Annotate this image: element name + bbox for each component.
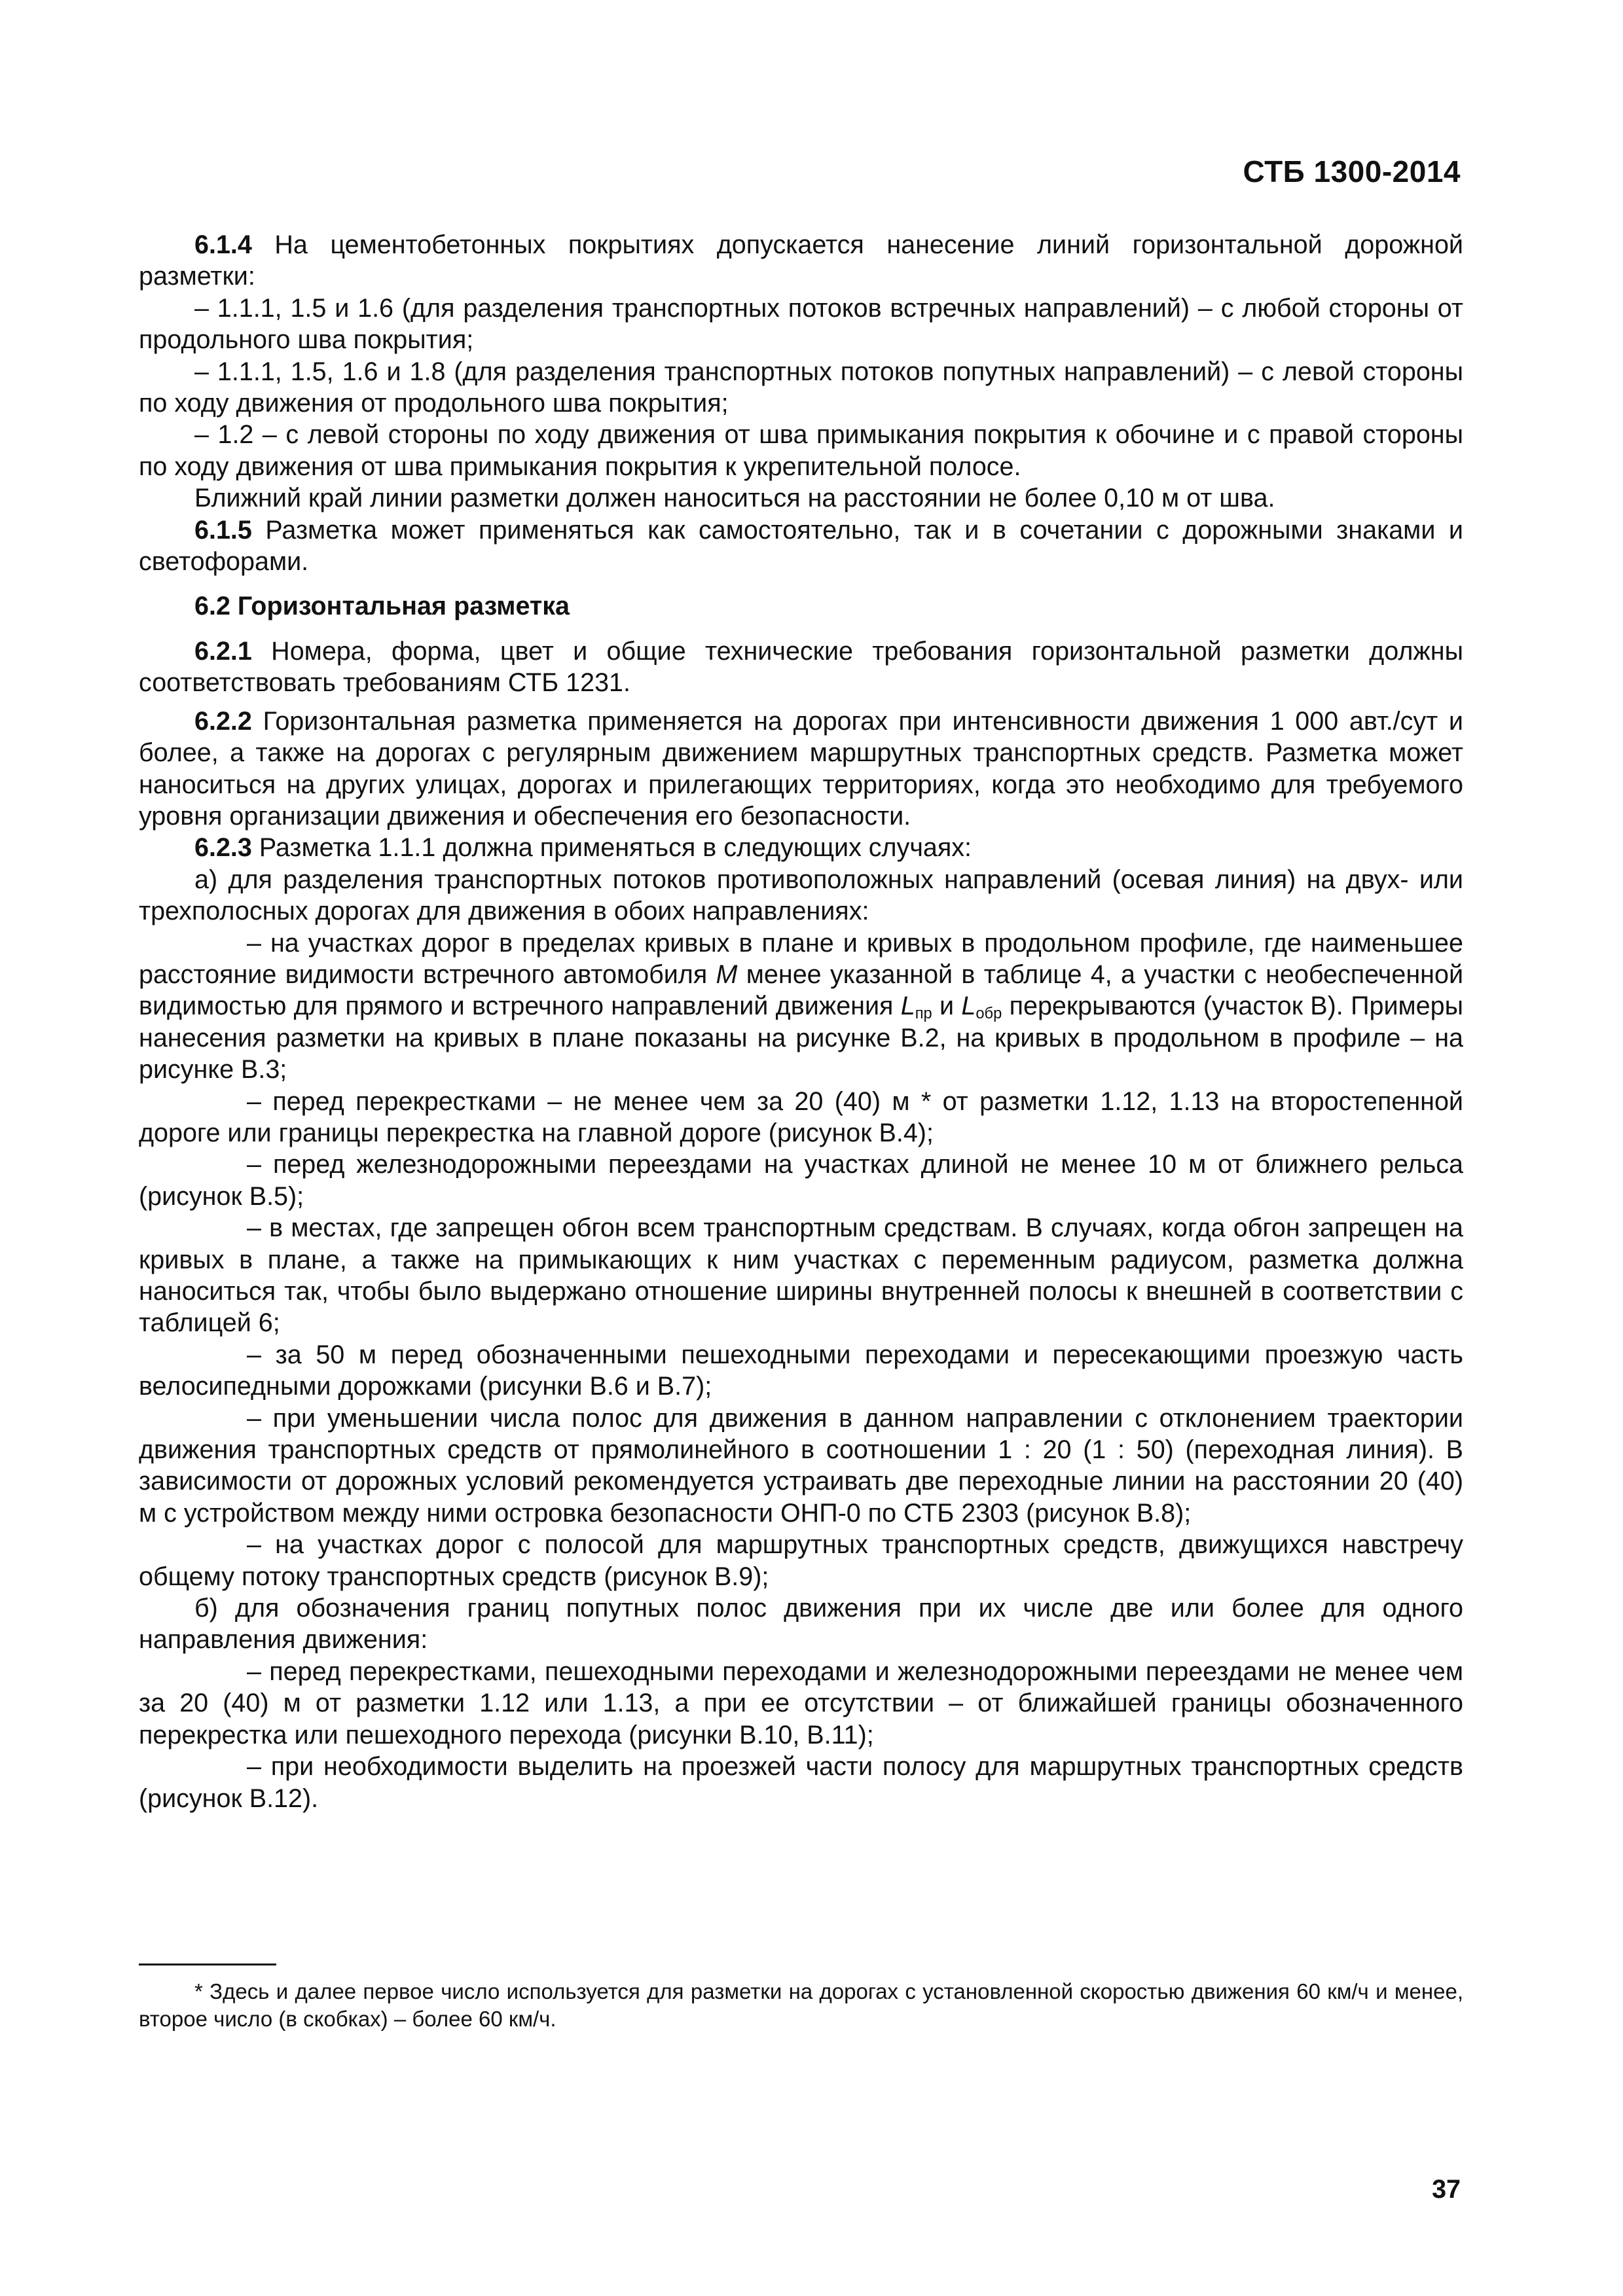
page-number: 37 [1432,2175,1461,2204]
paragraph-6-2-2 [139,706,1463,833]
text-segment: и [932,992,962,1021]
clause-number: 6.2.1 [194,636,252,666]
document-header: СТБ 1300-2014 [1243,154,1461,188]
list-item: – за 50 м перед обозначенными пешеходными переходами и пересекающими проезжую часть велосипедными дорожками (рисунки В.6 и В.7); [139,1340,1463,1401]
list-item: – в местах, где запрещен обгон всем транспортным средствам. В случаях, когда обгон запрещен на кривых в плане, а также на примыкающих к ним участках с переменным радиусом, разметка должна наноситься так, чтобы было выдержано отношение ширины внутренней полосы к внешней в соответствии с таблицей 6; [139,1213,1463,1338]
case-a-heading: а) для разделения транспортных потоков противоположных направлений (осевая линия) на двух- или трехполосных дорогах для движения в обоих направлениях: [139,865,1463,926]
list-item: – перед железнодорожными переездами на участках длиной не менее 10 м от ближнего рельса (рисунок В.5); [139,1150,1463,1211]
clause-number: 6.1.4 [194,230,252,259]
symbol-l-reverse: L [961,992,976,1021]
document-body [139,229,1463,1814]
subscript: пр [915,1005,932,1023]
subscript: обр [976,1005,1002,1023]
clause-number: 6.2.3 [194,833,252,863]
paragraph-note: Ближний край линии разметки должен наноситься на расстоянии не более 0,10 м от шва. [194,484,1275,513]
footnote-divider [139,1964,276,1965]
list-item: – перед перекрестками, пешеходными переходами и железнодорожными переездами не менее чем за 20 (40) м от разметки 1.12 или 1.13, а при ее отсутствии – от ближайшей границы обозначенного перекрестка или пешеходного перехода (рисунки В.10, В.11); [139,1657,1463,1749]
paragraph-text: Разметка может применяться как самостоятельно, так и в сочетании с дорожными знаками и светофорами. [139,515,1463,577]
list-item: – 1.2 – с левой стороны по ходу движения от шва примыкания покрытия к обочине и с правой стороны по ходу движения от шва примыкания покрытия к укрепительной полосе. [139,420,1463,481]
clause-number: 6.2.2 [194,706,252,736]
list-item: – на участках дорог с полосой для маршрутных транспортных средств, движущихся навстречу общему потоку транспортных средств (рисунок В.9); [139,1530,1463,1591]
section-heading: 6.2 Горизонтальная разметка [194,592,570,621]
list-item [139,927,1463,1086]
footnote: * Здесь и далее первое число используется для разметки на дорогах с установленной скоростью движения 60 км/ч и менее, второе число (в скобках) – более 60 км/ч. [139,1979,1463,2031]
paragraph-text: Разметка 1.1.1 должна применяться в следующих случаях: [251,833,972,863]
paragraph-text: На цементобетонных покрытиях допускается нанесение линий горизонтальной дорожной разметки: [139,230,1463,291]
symbol-l-forward: L [900,992,915,1021]
case-b-heading: б) для обозначения границ попутных полос движения при их числе две или более для одного направления движения: [139,1594,1463,1655]
paragraph-6-2-3 [139,832,1463,863]
text-segment: – на участках дорог в пределах кривых в плане и кривых в продольном профиле, где наименьшее расстояние видимости встречного автомобиля [139,928,1463,989]
list-item: – 1.1.1, 1.5, 1.6 и 1.8 (для разделения транспортных потоков попутных направлений) – с левой стороны по ходу движения от продольного шва покрытия; [139,357,1463,418]
paragraph-6-2-1 [139,636,1463,699]
symbol-m: М [716,960,738,989]
paragraph-6-1-5 [139,514,1463,578]
paragraph-6-1-4 [139,229,1463,293]
clause-number: 6.1.5 [194,515,252,545]
list-item: – 1.1.1, 1.5 и 1.6 (для разделения транспортных потоков встречных направлений) – с любой стороны от продольного шва покрытия; [139,293,1463,355]
list-item: – при необходимости выделить на проезжей части полосу для маршрутных транспортных средств (рисунок В.12). [139,1752,1463,1813]
text-segment: менее указанной в таблице 4, а участки с необеспеченной видимостью для прямого и встречного направлений движения [139,960,1464,1021]
paragraph-text: Номера, форма, цвет и общие технические требования горизонтальной разметки должны соответствовать требованиям СТБ 1231. [139,636,1463,698]
list-item: – перед перекрестками – не менее чем за 20 (40) м * от разметки 1.12, 1.13 на второстепенной дороге или границы перекрестка на главной дороге (рисунок В.4); [139,1086,1463,1147]
text-segment: перекрываются (участок В). Примеры нанесения разметки на кривых в плане показаны на рисунке В.2, на кривых в продольном в профиле – на рисунке В.3; [139,992,1463,1085]
paragraph-text: Горизонтальная разметка применяется на дорогах при интенсивности движения 1 000 авт./сут и более, а также на дорогах с регулярным движением маршрутных транспортных средств. Разметка может наноситься на других улицах, дорогах и прилегающих территориях, когда это необходимо для требуемого уровня организации движения и обеспечения его безопасности. [139,706,1463,831]
list-item: – при уменьшении числа полос для движения в данном направлении с отклонением траектории движения транспортных средств от прямолинейного в соотношении 1 : 20 (1 : 50) (переходная линия). В зависимости от дорожных условий рекомендуется устраивать две переходные линии на расстоянии 20 (40) м с устройством между ними островка безопасности ОНП-0 по СТБ 2303 (рисунок В.8); [139,1403,1463,1528]
